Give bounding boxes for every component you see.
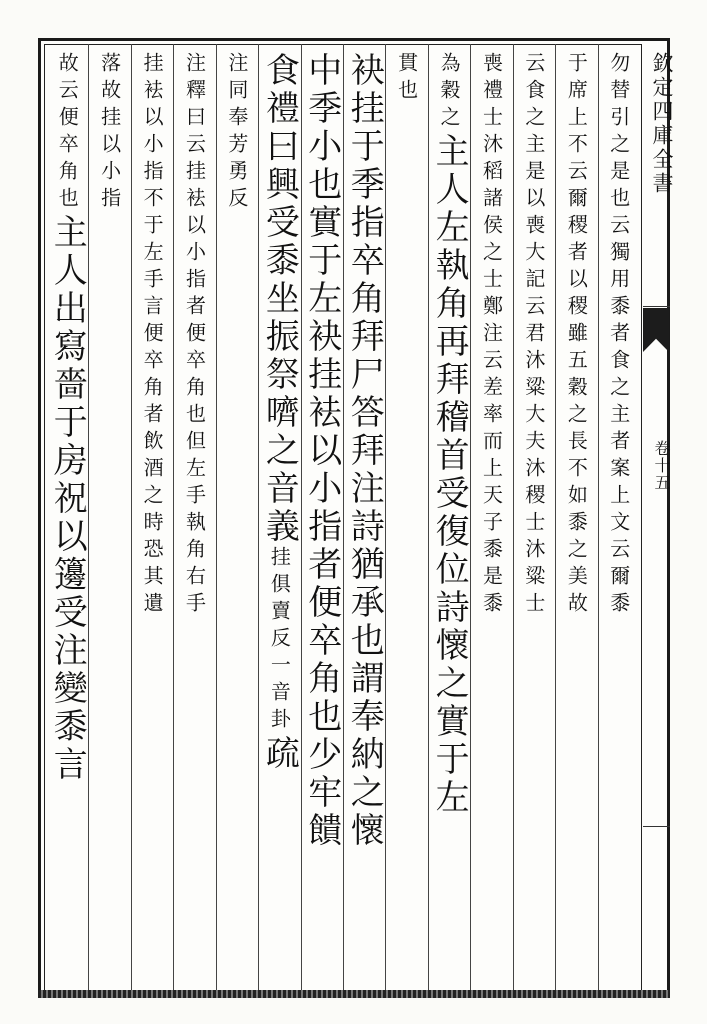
main-text: 疏 (259, 735, 300, 773)
commentary-text: 挂俱賣反一音卦 (267, 546, 292, 735)
column-rule (216, 44, 217, 992)
commentary-text: 為穀之 (437, 52, 462, 133)
text-column (97, 52, 122, 214)
commentary-text: 勿替引之是也云獨用黍者食之主者案上文云爾黍 (606, 52, 631, 619)
volume-label: 卷十五 (652, 440, 671, 491)
column-rule (258, 44, 259, 992)
text-column (344, 52, 385, 850)
margin-divider (643, 306, 670, 307)
bottom-border (38, 990, 670, 998)
main-text: 主人出寫嗇于房祝以籩受注變黍言 (47, 214, 88, 784)
column-rule (343, 44, 344, 992)
text-column (429, 52, 470, 817)
commentary-text: 注同奉芳勇反 (224, 52, 249, 214)
text-column (479, 52, 504, 619)
text-column (182, 52, 207, 619)
commentary-text: 貫也 (394, 52, 419, 106)
column-rule (88, 44, 89, 992)
column-rule (301, 44, 302, 992)
commentary-text: 落故挂以小指 (97, 52, 122, 214)
commentary-text: 于席上不云爾稷者以稷雖五穀之長不如黍之美故 (564, 52, 589, 619)
commentary-text: 云食之主是以喪大記云君沐粱大夫沐稷士沐粱士 (521, 52, 546, 619)
margin-divider (643, 826, 670, 827)
commentary-text: 故云便卒角也 (55, 52, 80, 214)
column-rule (555, 44, 556, 992)
text-column (140, 52, 165, 619)
column-rule (173, 44, 174, 992)
column-rule (385, 44, 386, 992)
text-column (606, 52, 631, 619)
text-column (521, 52, 546, 619)
main-text: 中季小也實于左袂挂袪以小指者便卒角也少牢饋 (301, 52, 342, 850)
text-column (224, 52, 249, 214)
commentary-text: 挂袪以小指不于左手言便卒角者飲酒之時恐其遺 (140, 52, 165, 619)
commentary-text: 喪禮士沐稻諸侯之士鄭注云差率而上天子黍是黍 (479, 52, 504, 619)
text-column (47, 52, 88, 784)
column-rule (470, 44, 471, 992)
column-rule (131, 44, 132, 992)
main-text: 袂挂于季指卒角拜尸答拜注詩猶承也謂奉納之懷 (344, 52, 385, 850)
column-rule (598, 44, 599, 992)
text-column (564, 52, 589, 619)
text-column (394, 52, 419, 106)
text-column (301, 52, 342, 850)
main-text: 食禮曰興受黍坐振祭嚌之音義 (259, 52, 300, 546)
commentary-text: 注釋曰云挂袪以小指者便卒角也但左手執角右手 (182, 52, 207, 619)
text-column (259, 52, 300, 773)
column-rule (428, 44, 429, 992)
column-rule (513, 44, 514, 992)
book-title: 欽定四庫全書 (650, 52, 674, 196)
main-text: 主人左執角再拜稽首受復位詩懷之實于左 (429, 133, 470, 817)
